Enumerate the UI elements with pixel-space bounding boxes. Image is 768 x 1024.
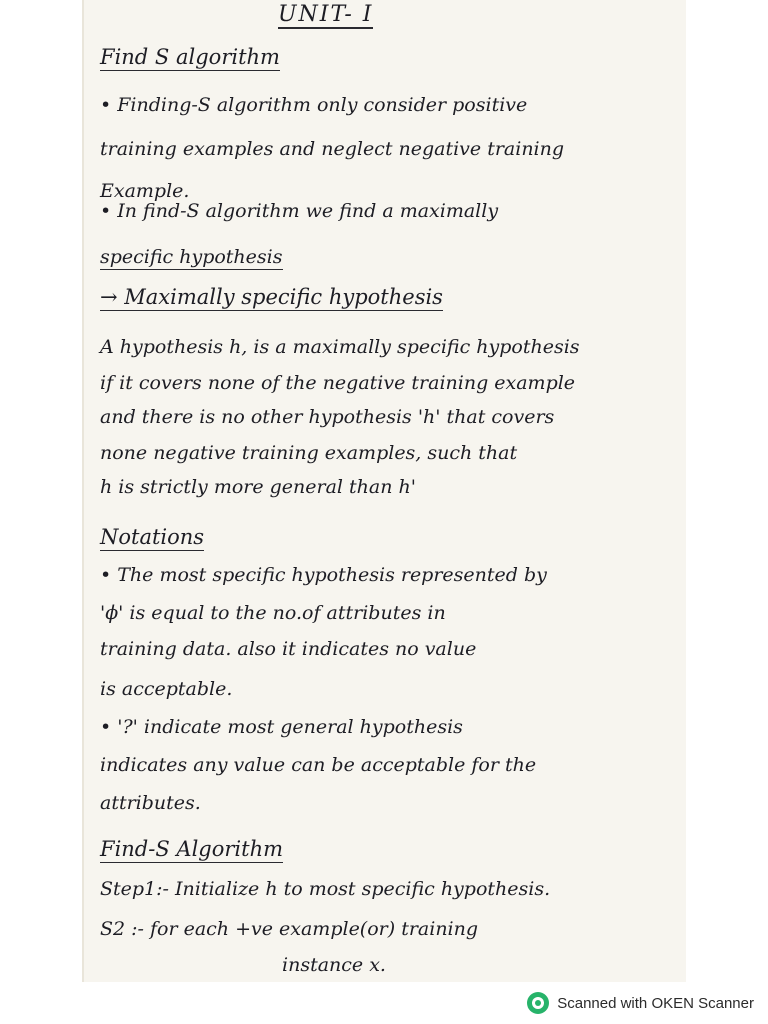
step-line: instance x. (282, 954, 386, 976)
footer-bar (0, 982, 768, 1024)
note-line: attributes. (100, 792, 201, 814)
note-line: h is strictly more general than h' (100, 476, 416, 498)
note-line: indicates any value can be acceptable for the (100, 754, 537, 776)
page-title: UNIT- I (278, 2, 374, 27)
note-line: A hypothesis h, is a maximally specific hypothesis (100, 336, 580, 358)
note-line: and there is no other hypothesis 'h' that covers (100, 406, 555, 428)
note-line: is acceptable. (100, 678, 233, 700)
note-line: training data. also it indicates no value (100, 638, 477, 660)
note-line: • '?' indicate most general hypothesis (100, 716, 463, 738)
note-line: • In find-S algorithm we find a maximally (100, 200, 499, 222)
step-line: S2 :- for each +ve example(or) training (100, 918, 479, 940)
note-line: training examples and neglect negative training (100, 138, 565, 160)
note-line: Example. (100, 180, 190, 202)
right-margin (686, 0, 768, 982)
subheading-maximally-specific: → Maximally specific hypothesis (100, 285, 443, 309)
left-margin (0, 0, 82, 982)
heading-notations: Notations (100, 525, 205, 549)
oken-scanner-logo-icon (527, 992, 549, 1014)
heading-find-s-algorithm: Find S algorithm (100, 45, 280, 69)
note-line: none negative training examples, such that (100, 442, 518, 464)
note-line: • The most specific hypothesis represented by (100, 564, 547, 586)
step-line: Step1:- Initialize h to most specific hypothesis. (100, 878, 551, 900)
note-line: if it covers none of the negative training example (100, 372, 576, 394)
scanner-watermark (527, 992, 754, 1014)
note-line: 'ϕ' is equal to the no.of attributes in (100, 602, 446, 624)
note-line: specific hypothesis (100, 246, 283, 268)
notebook-page (82, 0, 686, 982)
scanner-label: Scanned with OKEN Scanner (557, 994, 754, 1012)
note-line: • Finding-S algorithm only consider positive (100, 94, 528, 116)
heading-find-s-algorithm-steps: Find-S Algorithm (100, 837, 284, 861)
